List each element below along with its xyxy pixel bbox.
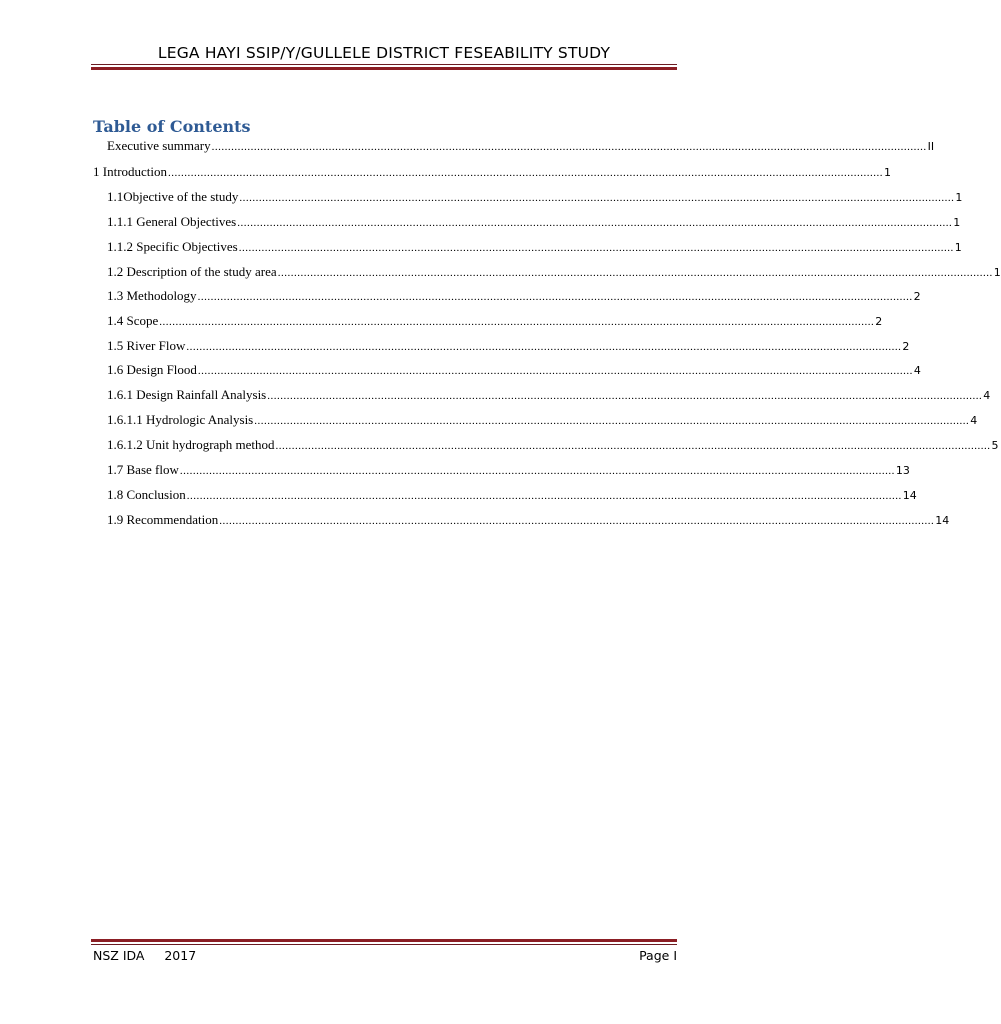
toc-entry-design-flood[interactable] xyxy=(107,362,921,378)
toc-entry-executive-summary[interactable] xyxy=(107,138,935,154)
toc-entry-methodology[interactable] xyxy=(107,288,921,304)
toc-leader-dots: ............................................................................................................................................................................................................................ xyxy=(238,242,954,254)
document-title: LEGA HAYI SSIP/Y/GULLELE DISTRICT FESEABILITY STUDY xyxy=(157,44,611,62)
toc-entry-page: 14 xyxy=(935,514,950,527)
toc-entry-page: 14 xyxy=(902,489,917,502)
toc-leader-dots: ............................................................................................................................................................................................................................ xyxy=(267,390,983,402)
toc-entry-general-objectives[interactable] xyxy=(107,214,961,230)
toc-entry-unit-hydrograph[interactable] xyxy=(107,437,999,453)
toc-leader-dots: ............................................................................................................................................................................................................................ xyxy=(197,365,913,377)
toc-leader-dots: ............................................................................................................................................................................................................................ xyxy=(159,316,875,328)
toc-entry-label: 1.5 River Flow xyxy=(107,338,186,353)
toc-entry-label: 1.9 Recommendation xyxy=(107,512,219,527)
toc-entry-objective[interactable] xyxy=(107,189,963,205)
toc-entry-label: 1.7 Base flow xyxy=(107,462,179,477)
toc-entry-page: 2 xyxy=(902,340,910,353)
toc-leader-dots: ............................................................................................................................................................................................................................ xyxy=(186,341,902,353)
footer-page-number: Page I xyxy=(639,948,677,963)
toc-entry-label: 1.1.1 General Objectives xyxy=(107,214,237,229)
toc-entry-number: 1.1 xyxy=(107,189,124,204)
toc-entry-label: 1.6.1.2 Unit hydrograph method xyxy=(107,437,275,452)
toc-entry-label: 1.6 Design Flood xyxy=(107,362,197,377)
header-rule-thin xyxy=(91,64,677,65)
toc-entry-introduction[interactable] xyxy=(93,164,892,180)
toc-entry-river-flow[interactable] xyxy=(107,338,910,354)
toc-heading: Table of Contents xyxy=(93,117,251,136)
toc-leader-dots: ............................................................................................................................................................................................................................ xyxy=(211,141,927,153)
toc-entry-label: Executive summary xyxy=(107,138,211,153)
toc-entry-label: 1 Introduction xyxy=(93,164,168,179)
toc-entry-page: 1 xyxy=(955,191,963,204)
toc-entry-page: 1 xyxy=(954,241,962,254)
toc-entry-label: 1.4 Scope xyxy=(107,313,159,328)
toc-entry-design-rainfall[interactable] xyxy=(107,387,991,403)
toc-entry-label: 1.6.1 Design Rainfall Analysis xyxy=(107,387,267,402)
toc-entry-page: 13 xyxy=(895,464,910,477)
toc-leader-dots: ............................................................................................................................................................................................................................ xyxy=(168,167,884,179)
footer-rule-thick xyxy=(91,939,677,942)
toc-leader-dots: ............................................................................................................................................................................................................................ xyxy=(219,515,935,527)
toc-entry-page: 2 xyxy=(913,290,921,303)
toc-entry-page: 2 xyxy=(875,315,883,328)
toc-entry-page: 1 xyxy=(884,166,892,179)
toc-entry-page: 1 xyxy=(953,216,961,229)
toc-leader-dots: ............................................................................................................................................................................................................................ xyxy=(186,490,902,502)
toc-entry-base-flow[interactable] xyxy=(107,462,910,478)
header-rule-thick xyxy=(91,67,677,70)
toc-entry-label: 1.3 Methodology xyxy=(107,288,197,303)
toc-entry-label: Objective of the study xyxy=(123,189,239,204)
toc-entry-page: 1 xyxy=(993,266,1001,279)
toc-entry-label: 1.1.2 Specific Objectives xyxy=(107,239,238,254)
toc-entry-label: 1.2 Description of the study area xyxy=(107,264,277,279)
footer-organization-year: NSZ IDA 2017 xyxy=(93,948,197,963)
toc-entry-study-area[interactable] xyxy=(107,264,1001,280)
toc-entry-label: 1.6.1.1 Hydrologic Analysis xyxy=(107,412,254,427)
toc-entry-page: 4 xyxy=(913,364,921,377)
toc-entry-page: 5 xyxy=(991,439,999,452)
toc-entry-page: 4 xyxy=(983,389,991,402)
toc-entry-recommendation[interactable] xyxy=(107,512,950,528)
footer-rule-thin xyxy=(91,944,677,945)
toc-entry-scope[interactable] xyxy=(107,313,883,329)
toc-leader-dots: ............................................................................................................................................................................................................................ xyxy=(254,415,970,427)
toc-leader-dots: ............................................................................................................................................................................................................................ xyxy=(179,465,895,477)
toc-leader-dots: ............................................................................................................................................................................................................................ xyxy=(237,217,953,229)
toc-leader-dots: ............................................................................................................................................................................................................................ xyxy=(197,291,913,303)
toc-entry-label: 1.8 Conclusion xyxy=(107,487,186,502)
toc-entry-page: II xyxy=(927,140,935,153)
toc-leader-dots: ............................................................................................................................................................................................................................ xyxy=(275,440,991,452)
toc-entry-hydrologic-analysis[interactable] xyxy=(107,412,978,428)
toc-leader-dots: ............................................................................................................................................................................................................................ xyxy=(239,192,955,204)
toc-entry-specific-objectives[interactable] xyxy=(107,239,962,255)
toc-leader-dots: ............................................................................................................................................................................................................................ xyxy=(277,267,993,279)
toc-entry-conclusion[interactable] xyxy=(107,487,917,503)
toc-entry-page: 4 xyxy=(970,414,978,427)
